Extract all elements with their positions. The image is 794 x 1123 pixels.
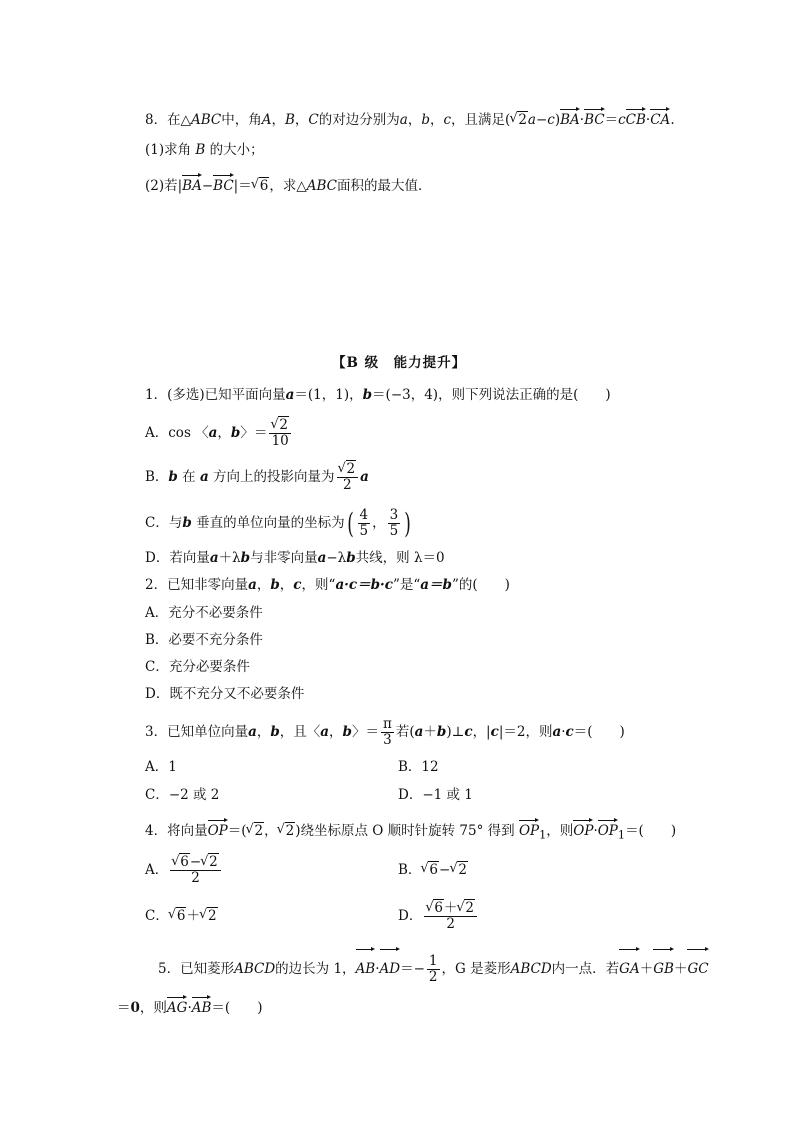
vector-BA: BA — [560, 106, 580, 129]
q8-stem: 8．在△ABC中，角A，B，C的对边分别为a，b，c，且满足(√ 2a−c)BA·BC＝cCB·CA. — [145, 106, 675, 129]
q4-option-c: C．√ 6＋√ 2 — [145, 907, 218, 925]
q2-option-b: B．必要不充分条件 — [145, 632, 263, 648]
q3-option-c: C．−2 或 2 — [145, 787, 220, 803]
q2-stem: 2．已知非零向量a，b，c，则“a·c＝b·c”是“a＝b”的( ) — [145, 577, 510, 593]
fraction: √ $\frac{2}{10}$ — [269, 418, 291, 449]
sqrt-6: √ 6 — [252, 177, 270, 195]
q5-stem-line2: ＝0，则AG·AB＝( ) — [117, 994, 262, 1017]
section-title: 【B 级 能力提升】 — [332, 355, 467, 371]
q8-part2: (2)若|BA−BC|＝√ 6，求△ABC面积的最大值． — [145, 172, 431, 195]
q3-stem: 3．已知单位向量a，b，且〈a，b〉＝ $\frac{\pi}{3}$ 若(a＋b)⊥c，|c|＝2，则a·c＝( ) — [145, 716, 625, 748]
vector-BC: BC — [584, 106, 605, 129]
sqrt-2: √ 2 — [510, 111, 528, 129]
q4-option-a: A． √ $\frac{6-√ 2}{2}$ — [145, 852, 223, 888]
q3-option-a: A．1 — [145, 759, 177, 775]
q2-option-a: A．充分不必要条件 — [145, 605, 263, 621]
q5-stem: 5．已知菱形ABCD的边长为 1，AB·AD＝− $\frac{1}{2}$ ，G 是菱形ABCD内一点．若GA＋GB＋GC — [158, 946, 709, 987]
q2-option-c: C．充分必要条件 — [145, 659, 250, 675]
q8-part1: (1)求角 B 的大小； — [145, 142, 264, 158]
q1-option-a: A．cos 〈a，b〉＝ √ $\frac{2}{10}$ — [145, 415, 293, 451]
q3-option-b: B．12 — [398, 759, 439, 775]
q1-option-d: D．若向量a＋λb与非零向量a−λb共线，则 λ＝0 — [145, 550, 445, 566]
q4-stem: 4．将向量OP＝(√ 2，√ 2)绕坐标原点 O 顺时针旋转 75° 得到 $OP_1$，则$OP\cdot OP_1=$( ) — [145, 817, 676, 845]
q1-option-c: C．与b 垂直的单位向量的坐标为( $\frac{4}{5}$ ， $\frac{3}{5}$ ) — [145, 506, 411, 540]
fraction: √ $\frac{2}{2}$ — [337, 462, 359, 493]
q2-option-d: D．既不充分又不必要条件 — [145, 686, 305, 702]
vector-CB: CB — [626, 106, 646, 129]
q4-option-b: B．√ 6−√ 2 — [398, 861, 468, 879]
q4-option-d: D． √ $\frac{6+√ 2}{2}$ — [398, 898, 479, 934]
q3-option-d: D．−1 或 1 — [398, 787, 473, 803]
q1-stem: 1．(多选)已知平面向量a＝(1，1)，b＝(−3，4)，则下列说法正确的是( ) — [145, 387, 611, 403]
q1-option-b: B．b 在 a 方向上的投影向量为 √ $\frac{2}{2}$ a — [145, 459, 369, 495]
vector-CA: CA — [650, 106, 670, 129]
